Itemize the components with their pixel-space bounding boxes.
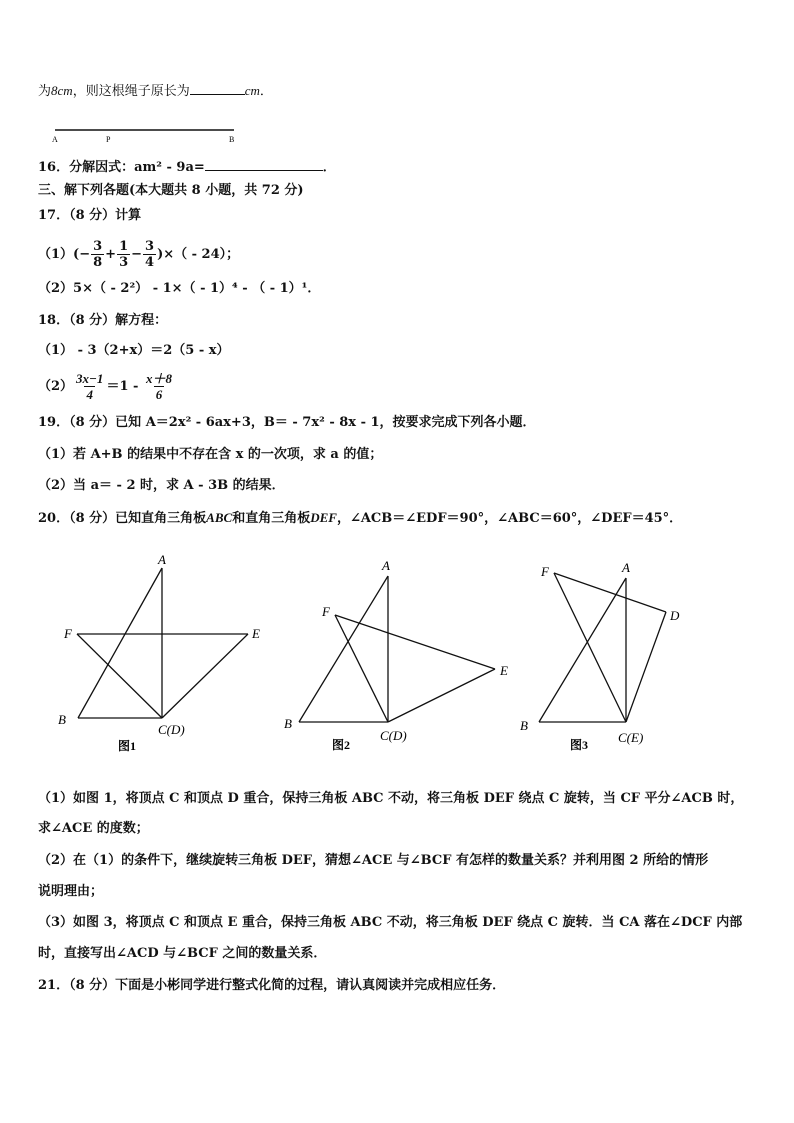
question-19-part-2: （2）当 a＝ - 2 时，求 A - 3B 的结果． bbox=[38, 478, 285, 493]
question-19-heading: 19．（8 分）已知 A＝2x² - 6ax+3，B＝ - 7x² - 8x - 1，按要求完成下列各小题． bbox=[38, 415, 536, 430]
fig2-label-E: E bbox=[500, 663, 508, 678]
question-17-part-1: （1）(− $\frac{3}{8}$ + $\frac{1}{3}$ − $\frac{3}{4}$ )×（ - 24）； bbox=[38, 239, 240, 270]
point-B-label: B bbox=[229, 135, 235, 144]
question-18-part-2: （2） $\frac{3x-1}{4}$ ＝1 - $\frac{x+8}{6}$ bbox=[38, 371, 172, 402]
fig1-label-B: B bbox=[58, 712, 66, 727]
question-18-heading: 18．（8 分）解方程： bbox=[38, 313, 168, 328]
question-17-part-2: （2）5×（ - 2²） - 1×（ - 1）⁴ - （ - 1）¹． bbox=[38, 281, 321, 296]
fraction-x+8-over-6: $\frac{x+8}{6}$ bbox=[145, 371, 172, 402]
answer-blank-q15[interactable] bbox=[190, 82, 245, 95]
fig1-label-C: C(D) bbox=[158, 722, 185, 737]
question-20-part-1-line-1: （1）如图 1，将顶点 C 和顶点 D 重合，保持三角板 ABC 不动，将三角板 DEF 绕点 C 旋转，当 CF 平分∠ACB 时， bbox=[38, 791, 744, 806]
fig1-label-F: F bbox=[64, 626, 72, 641]
fig2-label-A: A bbox=[382, 558, 390, 573]
q15-continuation: 为8cm，则这根绳子原长为 cm． bbox=[38, 83, 273, 99]
figure-1 bbox=[52, 548, 277, 758]
fraction-3-4: $\frac{3}{4}$ bbox=[145, 239, 155, 270]
fraction-3x-1-over-4: $\frac{3x-1}{4}$ bbox=[76, 371, 104, 402]
fig1-label-E: E bbox=[252, 626, 260, 641]
fig2-label-C: C(D) bbox=[380, 728, 407, 743]
question-20-part-2-line-1: （2）在（1）的条件下，继续旋转三角板 DEF，猜想∠ACE 与∠BCF 有怎样的数量关系？并利用图 2 所给的情形 bbox=[38, 853, 709, 868]
question-16: 16．分解因式：am² - 9a= ． bbox=[38, 160, 336, 175]
fig3-label-F: F bbox=[541, 564, 549, 579]
point-P-label: P bbox=[106, 135, 111, 144]
fig1-label-A: A bbox=[158, 552, 166, 567]
question-20-part-2-line-2: 说明理由； bbox=[38, 884, 104, 899]
section-3-heading: 三、解下列各题(本大题共 8 小题，共 72 分) bbox=[38, 183, 304, 198]
question-21-heading: 21．（8 分）下面是小彬同学进行整式化简的过程，请认真阅读并完成相应任务． bbox=[38, 978, 506, 993]
answer-blank-q16[interactable] bbox=[205, 158, 323, 171]
fig3-label-D: D bbox=[670, 608, 680, 623]
question-19-part-1: （1）若 A+B 的结果中不存在含 x 的一次项，求 a 的值； bbox=[38, 447, 383, 462]
question-20-part-3-line-2: 时，直接写出∠ACD 与∠BCF 之间的数量关系． bbox=[38, 946, 327, 961]
fig2-caption: 图2 bbox=[332, 738, 351, 752]
question-18-part-1: （1） - 3（2+x）＝2（5 - x） bbox=[38, 343, 230, 358]
question-17-heading: 17．（8 分）计算 bbox=[38, 208, 142, 223]
fig3-label-A: A bbox=[622, 560, 630, 575]
figure-3 bbox=[514, 548, 694, 758]
rope-segment-diagram bbox=[48, 124, 248, 146]
fig1-caption: 图1 bbox=[118, 739, 137, 753]
fig2-label-B: B bbox=[284, 716, 292, 731]
question-20-heading: 20．（8 分）已知直角三角板ABC和直角三角板DEF，∠ACB＝∠EDF＝90°，∠ABC＝60°，∠DEF＝45°． bbox=[38, 510, 683, 526]
fraction-3-8: $\frac{3}{8}$ bbox=[93, 239, 103, 270]
question-20-part-3-line-1: （3）如图 3，将顶点 C 和顶点 E 重合，保持三角板 ABC 不动，将三角板 DEF 绕点 C 旋转．当 CA 落在∠DCF 内部 bbox=[38, 915, 743, 930]
fig3-label-B: B bbox=[520, 718, 528, 733]
fig3-label-C: C(E) bbox=[618, 730, 644, 745]
fraction-1-3: $\frac{1}{3}$ bbox=[119, 239, 129, 270]
point-A-label: A bbox=[52, 135, 58, 144]
fig2-label-F: F bbox=[322, 604, 330, 619]
length-8cm: 8cm bbox=[51, 83, 73, 98]
fig3-caption: 图3 bbox=[570, 738, 589, 752]
question-20-part-1-line-2: 求∠ACE 的度数； bbox=[38, 821, 149, 836]
figure-2 bbox=[282, 548, 522, 758]
